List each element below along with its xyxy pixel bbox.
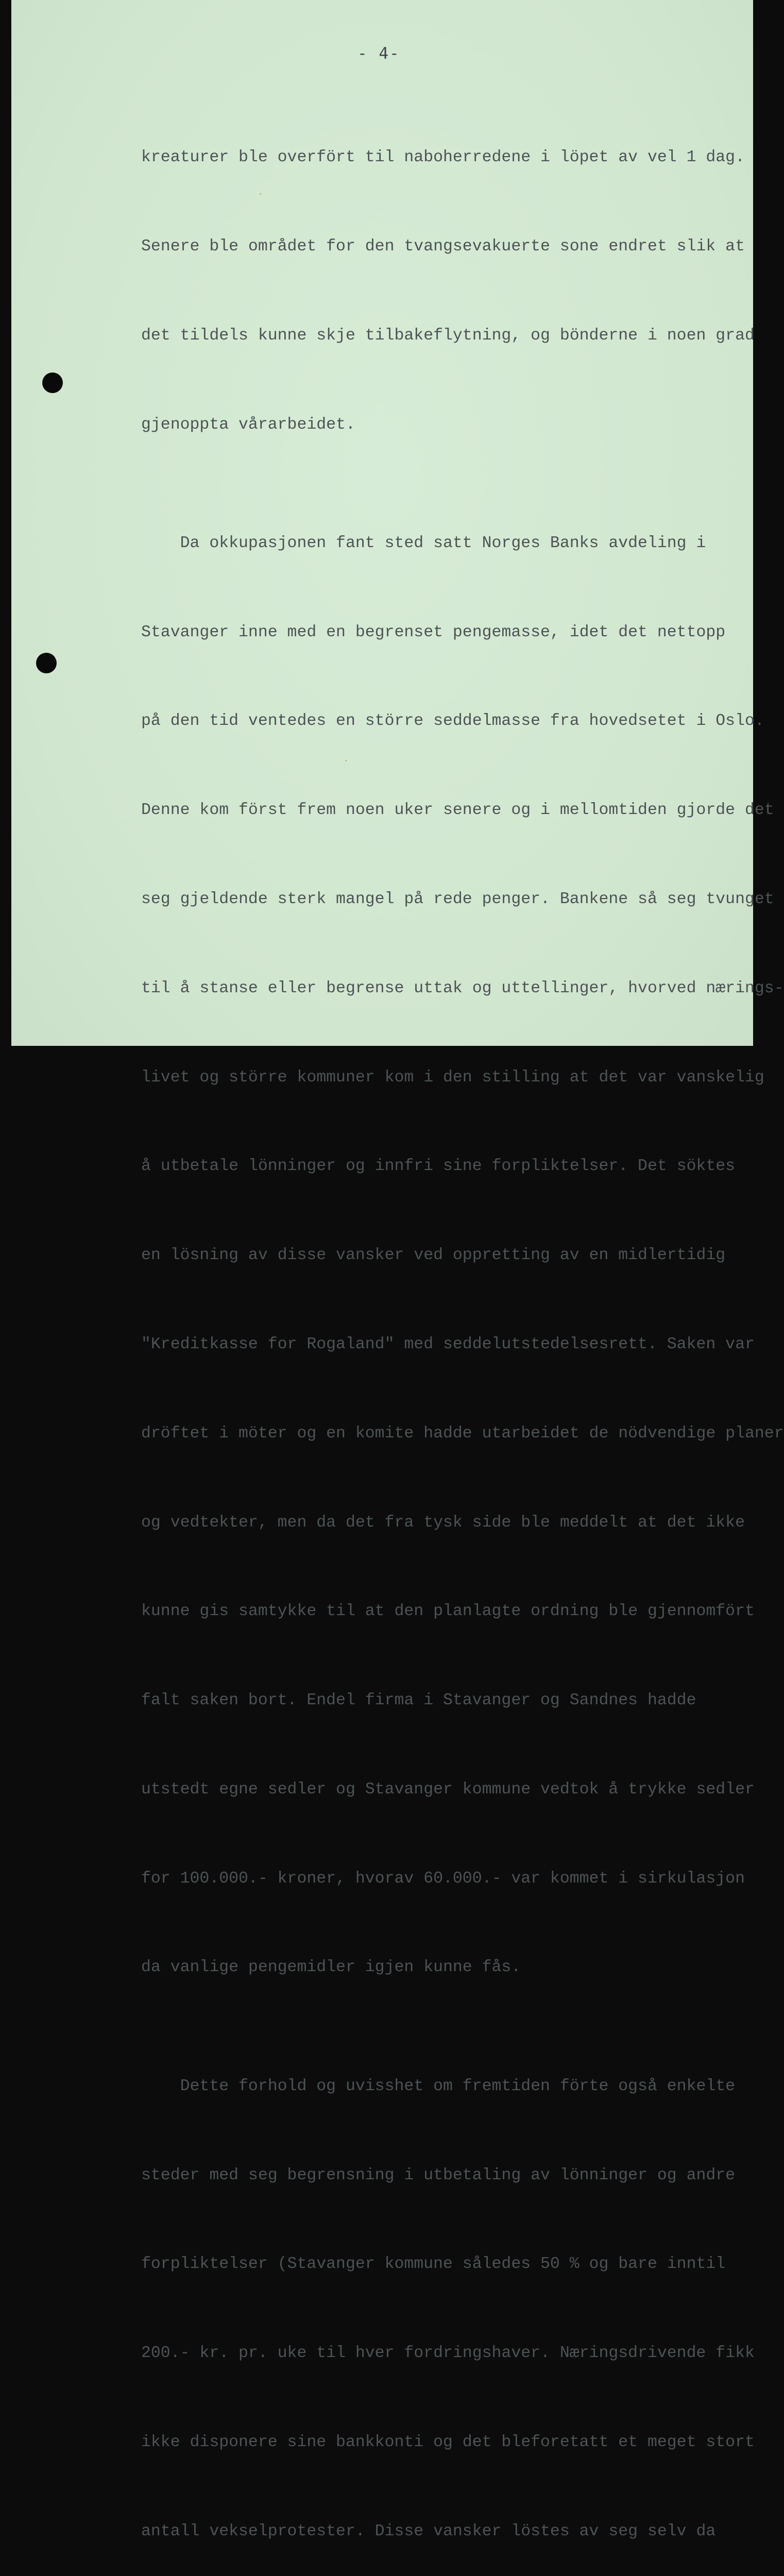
punch-hole xyxy=(42,372,63,393)
text-line: å utbetale lönninger og innfri sine forpliktelser. Det söktes xyxy=(141,1157,736,1176)
text-line: da vanlige pengemidler igjen kunne fås. xyxy=(141,1958,521,1977)
text-line: og vedtekter, men da det fra tysk side ble meddelt at det ikke xyxy=(141,1513,745,1532)
text-line: dröftet i möter og en komite hadde utarbeidet de nödvendige planer xyxy=(141,1424,784,1443)
document-page xyxy=(11,0,784,2540)
page-number: - 4- xyxy=(357,44,400,63)
text-line: ikke disponere sine bankkonti og det bleforetatt et meget stort xyxy=(141,2433,755,2451)
text-line: utstedt egne sedler og Stavanger kommune vedtok å trykke sedler xyxy=(141,1780,755,1799)
text-line: seg gjeldende sterk mangel på rede penger. Bankene så seg tvunget xyxy=(141,890,774,909)
text-line: Senere ble området for den tvangsevakuerte sone endret slik at xyxy=(141,237,745,256)
text-line: steder med seg begrensning i utbetaling av lönninger og andre xyxy=(141,2166,736,2184)
paper-speck xyxy=(345,760,347,761)
punch-hole xyxy=(36,653,57,673)
text-line: 200.- kr. pr. uke til hver fordringshaver. Næringsdrivende fikk xyxy=(141,2344,755,2363)
text-line: Da okkupasjonen fant sted satt Norges Banks avdeling i xyxy=(141,534,706,552)
body-text xyxy=(141,83,784,2576)
text-line: falt saken bort. Endel firma i Stavanger og Sandnes hadde xyxy=(141,1691,696,1710)
text-line: Dette forhold og uvisshet om fremtiden förte også enkelte xyxy=(141,2077,736,2095)
text-line: en lösning av disse vansker ved oppretting av en midlertidig xyxy=(141,1246,726,1265)
text-line: kreaturer ble overfört til naboherredene i löpet av vel 1 dag. xyxy=(141,148,745,167)
text-line: på den tid ventedes en större seddelmasse fra hovedsetet i Oslo. xyxy=(141,712,764,731)
text-line: kunne gis samtykke til at den planlagte ordning ble gjennomfört xyxy=(141,1602,755,1621)
text-line: forpliktelser (Stavanger kommune således 50 % og bare inntil xyxy=(141,2255,726,2274)
text-line: gjenoppta vårarbeidet. xyxy=(141,415,355,434)
text-line: til å stanse eller begrense uttak og uttellinger, hvorved nærings- xyxy=(141,979,784,997)
text-line: det tildels kunne skje tilbakeflytning, og bönderne i noen grad xyxy=(141,326,755,345)
text-line: antall vekselprotester. Disse vansker löstes av seg selv da xyxy=(141,2522,716,2540)
text-line: Stavanger inne med en begrenset pengemasse, idet det nettopp xyxy=(141,623,726,641)
text-line: livet og större kommuner kom i den stilling at det var vanskelig xyxy=(141,1068,764,1087)
text-line: Denne kom först frem noen uker senere og i mellomtiden gjorde det xyxy=(141,801,774,820)
paper-speck xyxy=(260,193,261,195)
text-line: for 100.000.- kroner, hvorav 60.000.- var kommet i sirkulasjon xyxy=(141,1869,745,1888)
text-line: "Kreditkasse for Rogaland" med seddelutstedelsesrett. Saken var xyxy=(141,1335,755,1353)
